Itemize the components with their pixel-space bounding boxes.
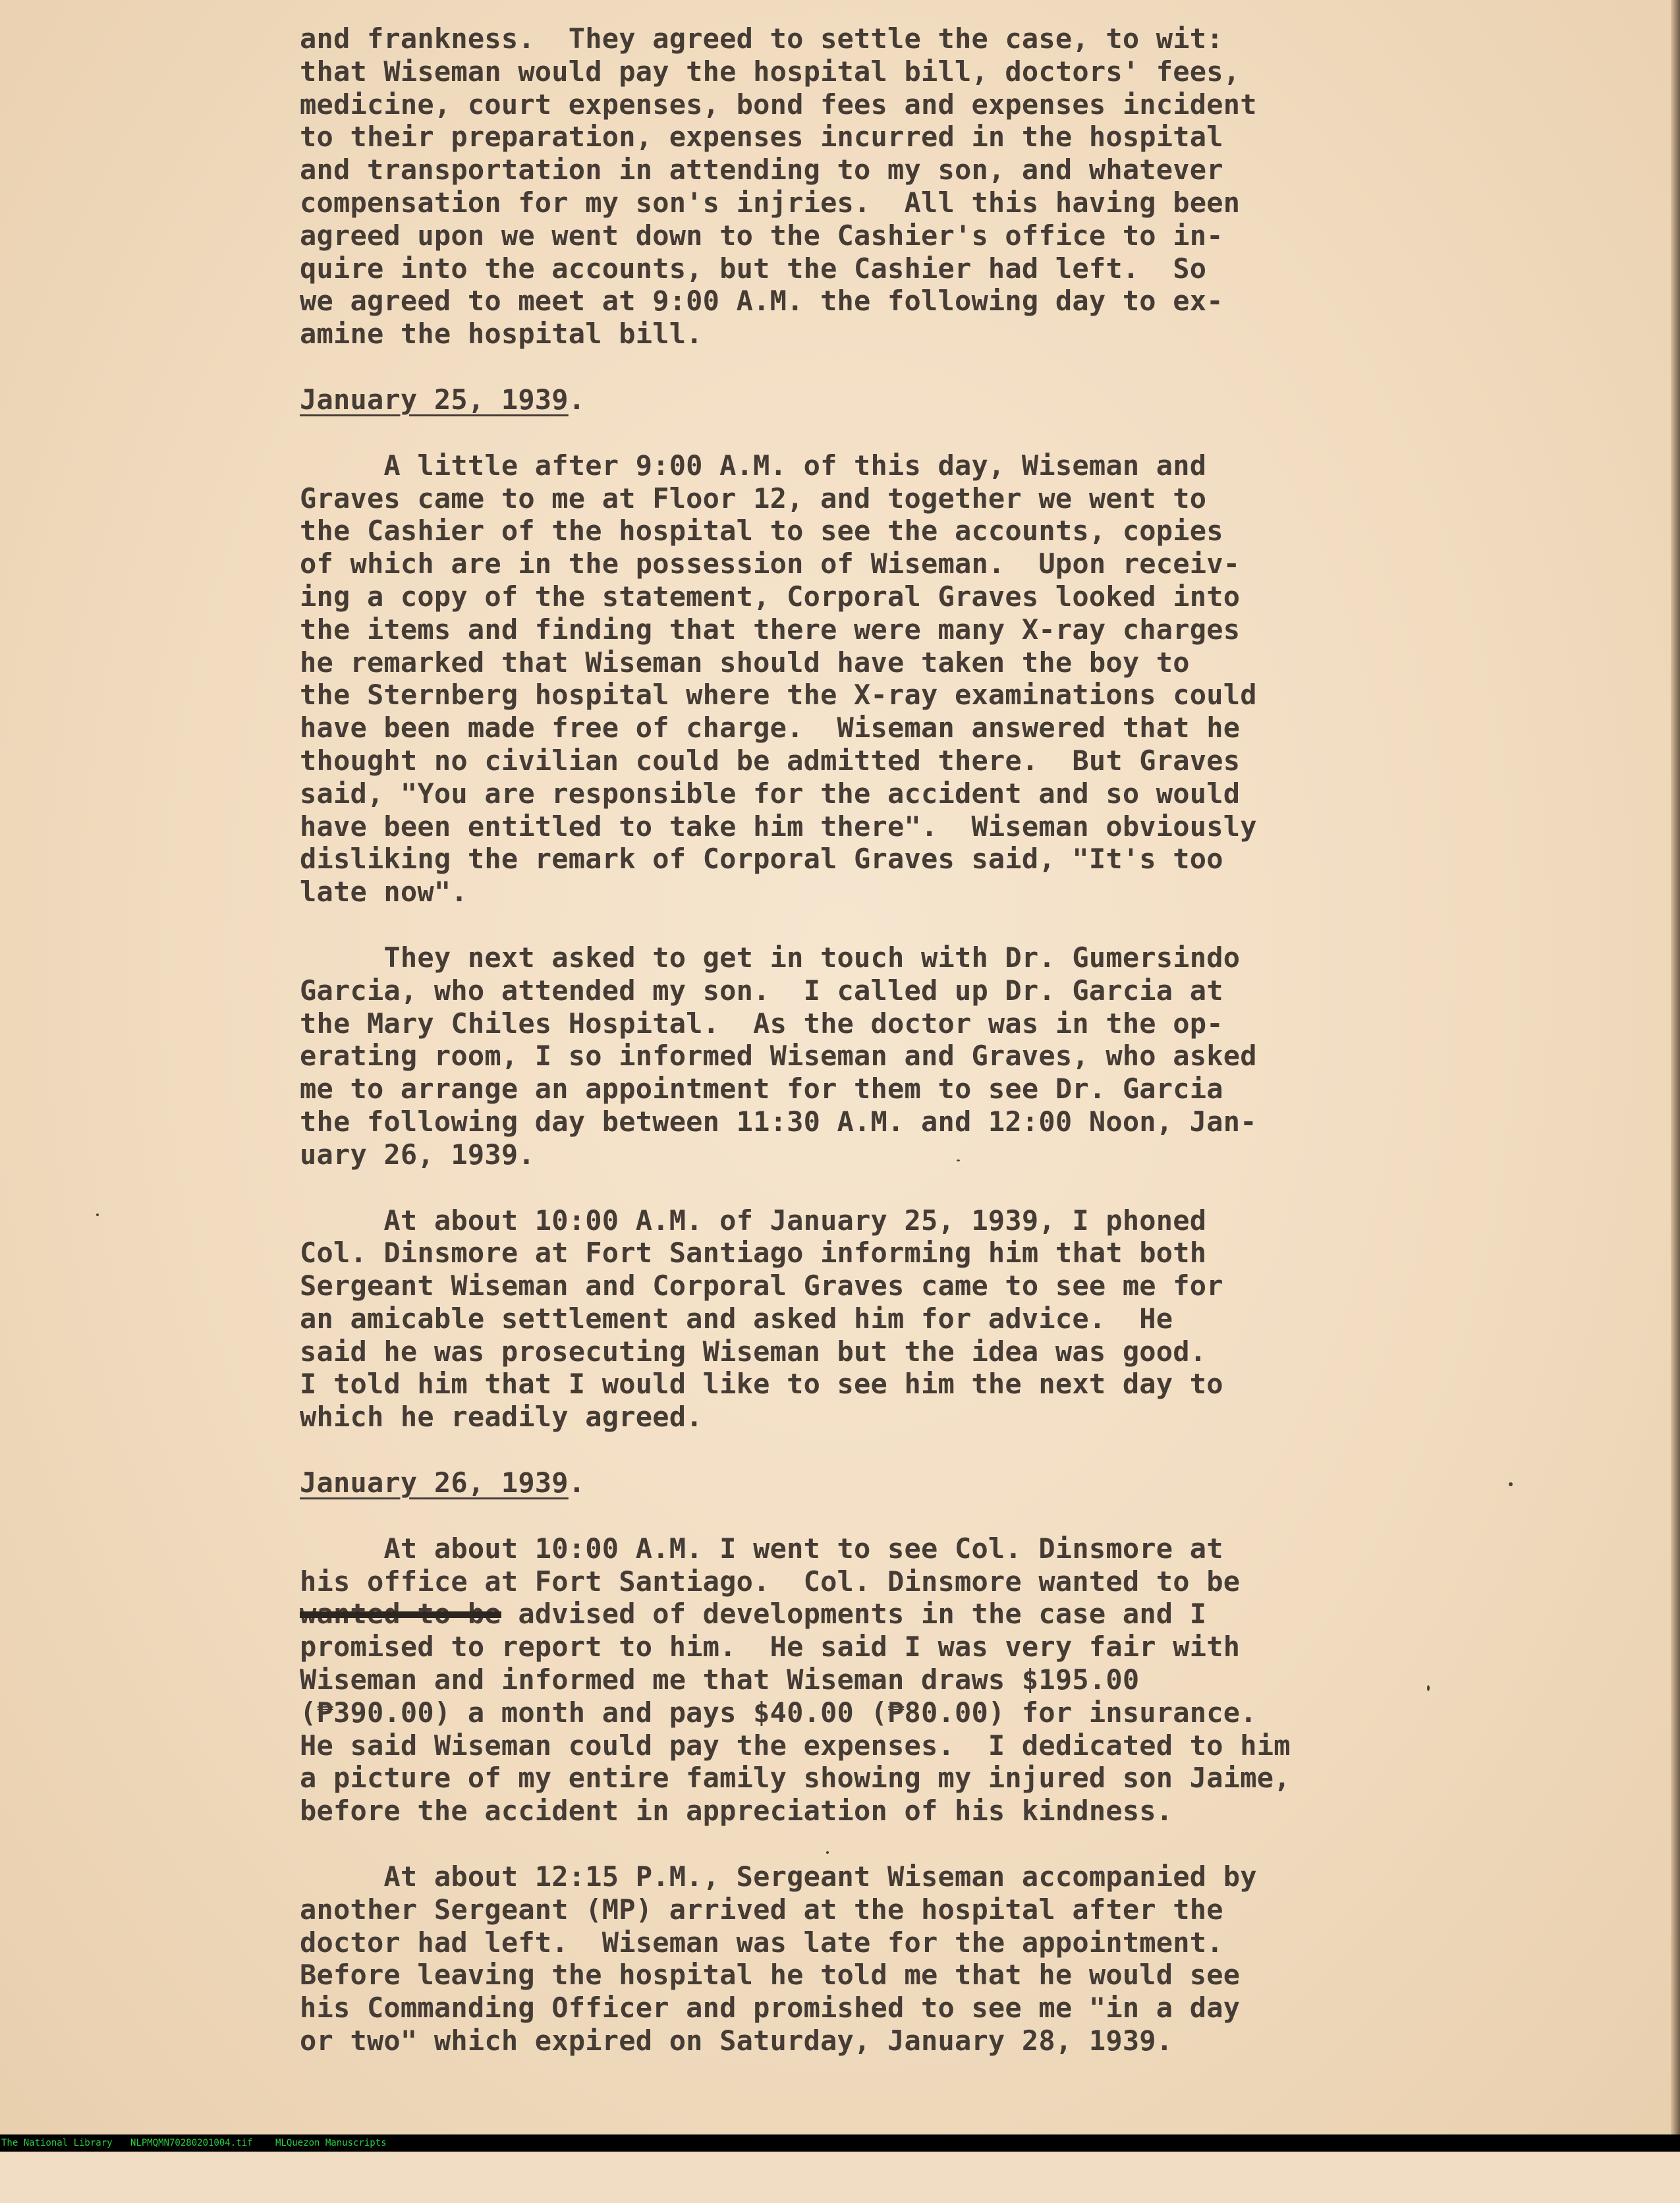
text-line: agreed upon we went down to the Cashier's office to in- [300, 219, 1223, 252]
scan-speck [96, 1213, 99, 1216]
text-line: his Commanding Officer and promished to see me "in a day [300, 1992, 1241, 2024]
text-line: (₱390.00) a month and pays $40.00 (₱80.00) for insurance. [300, 1696, 1257, 1729]
text-line: quire into the accounts, but the Cashier had left. So [300, 252, 1207, 285]
text-line: Col. Dinsmore at Fort Santiago informing him that both [300, 1237, 1207, 1269]
text-line: the Mary Chiles Hospital. As the doctor was in the op- [300, 1007, 1223, 1040]
paragraph-jan25-garcia [300, 941, 1591, 1171]
date-heading-text: January 26, 1939 [300, 1466, 569, 1499]
text-line: we agreed to meet at 9:00 A.M. the following day to ex- [300, 285, 1223, 318]
text-line: compensation for my son's injries. All this having been [300, 186, 1241, 219]
paragraph-jan25-dinsmore [300, 1204, 1591, 1434]
text-line: uary 26, 1939. [300, 1138, 535, 1171]
text-line: to their preparation, expenses incurred in the hospital [300, 121, 1223, 153]
text-line: Wiseman and informed me that Wiseman draws $195.00 [300, 1663, 1140, 1696]
text-line: Sergeant Wiseman and Corporal Graves came to see me for [300, 1269, 1223, 1302]
paragraph-opening [300, 22, 1591, 350]
text-line: Graves came to me at Floor 12, and together we went to [300, 482, 1207, 515]
date-heading-text: January 25, 1939 [300, 383, 569, 416]
text-line: thought no civilian could be admitted there. But Graves [300, 744, 1241, 777]
paragraph-jan26-visit [300, 1532, 1591, 1827]
scan-speck [1509, 1482, 1513, 1486]
text-line: A little after 9:00 A.M. of this day, Wiseman and [300, 449, 1207, 482]
footer-library: The National Library [1, 2138, 113, 2148]
scan-footer-bar [0, 2134, 1680, 2152]
text-segment: advised of developments in the case and I [501, 1598, 1207, 1631]
text-line: They next asked to get in touch with Dr. Gumersindo [300, 941, 1241, 974]
text-line: Before leaving the hospital he told me that he would see [300, 1959, 1241, 1992]
text-line: have been entitled to take him there". Wiseman obviously [300, 810, 1257, 843]
text-line [300, 1598, 1591, 1631]
text-line: his office at Fort Santiago. Col. Dinsmore wanted to be [300, 1565, 1241, 1598]
text-line: a picture of my entire family showing my injured son Jaime, [300, 1762, 1291, 1795]
text-line: He said Wiseman could pay the expenses. I dedicated to him [300, 1729, 1291, 1762]
text-line: have been made free of charge. Wiseman answered that he [300, 711, 1241, 744]
text-line: the items and finding that there were many X-ray charges [300, 613, 1241, 646]
text-line: At about 10:00 A.M. I went to see Col. Dinsmore at [300, 1532, 1223, 1565]
text-line: late now". [300, 876, 468, 908]
struck-out-text: wanted to be [300, 1598, 501, 1631]
text-line: ing a copy of the statement, Corporal Graves looked into [300, 580, 1241, 613]
text-line: or two" which expired on Saturday, January 28, 1939. [300, 2024, 1173, 2057]
text-line: the Sternberg hospital where the X-ray examinations could [300, 679, 1257, 711]
text-line: disliking the remark of Corporal Graves said, "It's too [300, 843, 1223, 876]
page-edge [1671, 0, 1680, 2134]
typed-letter-body [300, 22, 1591, 2057]
text-line: which he readily agreed. [300, 1401, 703, 1434]
text-line: of which are in the possession of Wiseman. Upon receiv- [300, 547, 1241, 580]
footer-filename: NLPMQMN70280201004.tif [130, 2138, 253, 2148]
paragraph-jan26-wiseman-late [300, 1860, 1591, 2057]
text-line: erating room, I so informed Wiseman and Graves, who asked [300, 1040, 1257, 1073]
text-line: the following day between 11:30 A.M. and 12:00 Noon, Jan- [300, 1105, 1257, 1138]
date-heading-jan-25: January 25, 1939. [300, 383, 586, 416]
text-line: said, "You are responsible for the accident and so would [300, 777, 1241, 810]
text-line: another Sergeant (MP) arrived at the hospital after the [300, 1893, 1223, 1926]
text-line: and frankness. They agreed to settle the case, to wit: [300, 22, 1223, 55]
footer-collection: MLQuezon Manuscripts [275, 2138, 387, 2148]
date-heading-jan-26: January 26, 1939. [300, 1466, 586, 1499]
scan-speck [957, 1159, 960, 1161]
text-line: he remarked that Wiseman should have taken the boy to [300, 646, 1190, 679]
text-line: that Wiseman would pay the hospital bill, doctors' fees, [300, 55, 1241, 88]
scan-speck [1427, 1685, 1430, 1691]
text-line: doctor had left. Wiseman was late for the appointment. [300, 1926, 1223, 1959]
text-line: the Cashier of the hospital to see the accounts, copies [300, 515, 1223, 547]
text-line: I told him that I would like to see him the next day to [300, 1368, 1223, 1401]
text-line: and transportation in attending to my son, and whatever [300, 153, 1223, 186]
paragraph-jan25-cashier [300, 449, 1591, 908]
scan-speck [826, 1851, 829, 1854]
text-line: medicine, court expenses, bond fees and expenses incident [300, 88, 1257, 121]
text-line: Garcia, who attended my son. I called up Dr. Garcia at [300, 974, 1223, 1007]
text-line: At about 10:00 A.M. of January 25, 1939, I phoned [300, 1204, 1207, 1237]
text-line: before the accident in appreciation of his kindness. [300, 1795, 1173, 1827]
text-line: an amicable settlement and asked him for advice. He [300, 1302, 1173, 1335]
text-line: me to arrange an appointment for them to see Dr. Garcia [300, 1073, 1223, 1105]
text-line: At about 12:15 P.M., Sergeant Wiseman accompanied by [300, 1860, 1257, 1893]
text-line: promised to report to him. He said I was very fair with [300, 1631, 1241, 1663]
text-line: said he was prosecuting Wiseman but the idea was good. [300, 1335, 1207, 1368]
text-line: amine the hospital bill. [300, 318, 703, 350]
